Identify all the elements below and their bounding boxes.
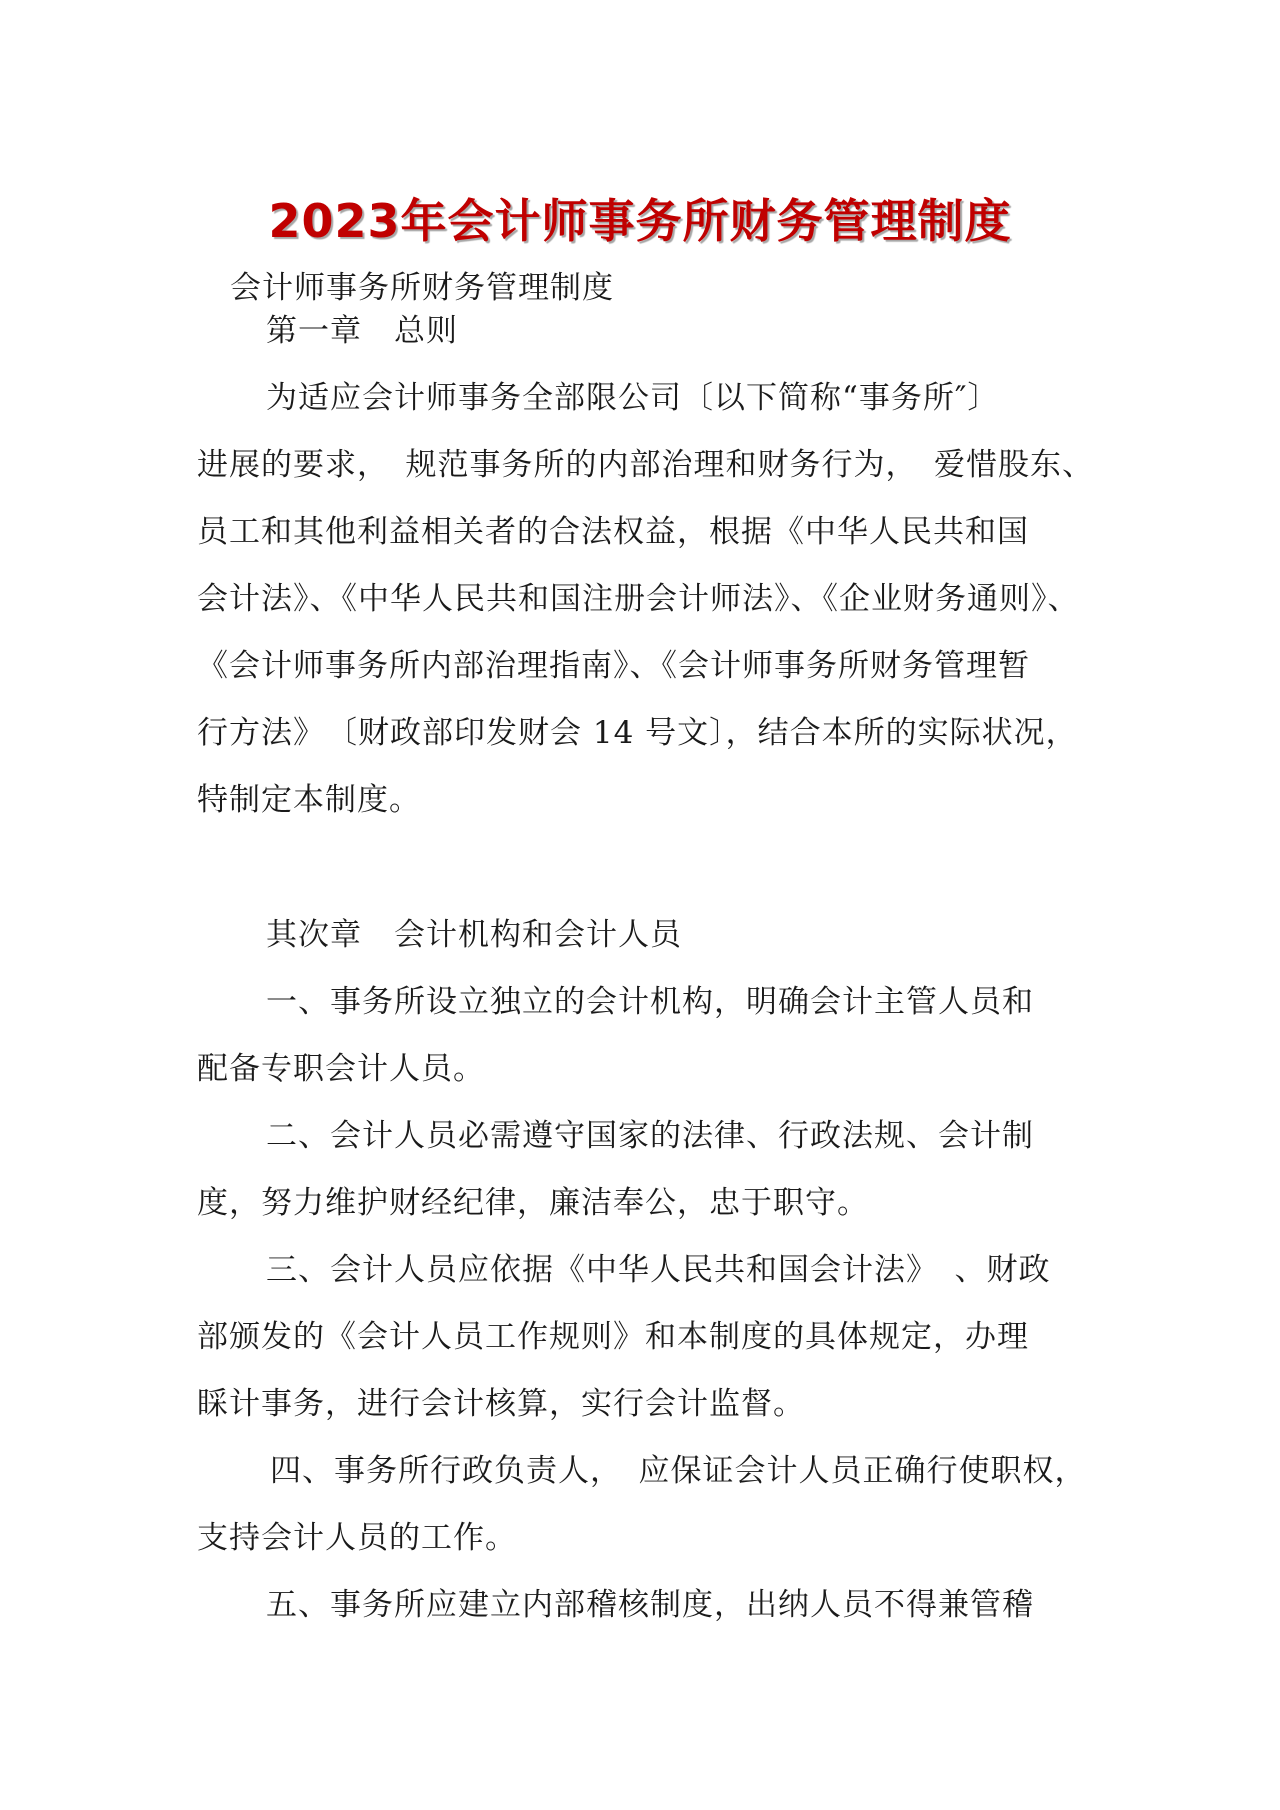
paragraph: [266, 365, 1166, 432]
text-line: 其次章 会计机构和会计人员: [266, 917, 682, 953]
text-line: 二、会计人员必需遵守国家的法律、行政法规、会计制: [266, 1118, 1034, 1154]
document-title: 2023年会计师事务所财务管理制度: [268, 193, 1012, 248]
chapter-heading: [266, 902, 1166, 969]
text-line: 一、事务所设立独立的会计机构，明确会计主管人员和: [266, 984, 1034, 1020]
paragraph: [270, 1438, 1170, 1505]
paragraph-continuation: [197, 1170, 1097, 1237]
text-line: 四、事务所行政负责人， 应保证会计人员正确行使职权，: [270, 1453, 1087, 1489]
text-line: 为适应会计师事务全部限公司〔以下简称“事务所″〕: [266, 380, 1000, 416]
text-line: 支持会计人员的工作。: [197, 1520, 517, 1556]
paragraph: [266, 1572, 1166, 1639]
text-line: 部颁发的《会计人员工作规则》和本制度的具体规定，办理: [197, 1319, 1029, 1355]
text-line: 度，努力维护财经纪律，廉洁奉公，忠于职守。: [197, 1185, 869, 1221]
text-line: 进展的要求， 规范事务所的内部治理和财务行为， 爱惜股东、: [197, 447, 1094, 483]
text-line: 会计法》、《中华人民共和国注册会计师法》、《企业财务通则》、: [197, 581, 1080, 617]
text-line: 特制定本制度。: [197, 782, 421, 818]
text-line: 行方法》 〔财政部印发财会 14 号文〕，结合本所的实际状况，: [197, 715, 1078, 751]
paragraph-continuation: [197, 432, 1097, 834]
paragraph-continuation: [197, 1304, 1097, 1438]
paragraph: [266, 1103, 1166, 1170]
text-line: 会计师事务所财务管理制度: [230, 270, 614, 306]
chapter-heading: [266, 298, 1166, 365]
text-line: 睬计事务，进行会计核算，实行会计监督。: [197, 1386, 805, 1422]
text-line: 配备专职会计人员。: [197, 1051, 485, 1087]
paragraph: [266, 969, 1166, 1036]
text-line: 《会计师事务所内部治理指南》、《会计师事务所财务管理暂: [197, 648, 1030, 684]
paragraph-continuation: [197, 1036, 1097, 1103]
text-line: 员工和其他利益相关者的合法权益，根据《中华人民共和国: [197, 514, 1029, 550]
paragraph: [266, 1237, 1166, 1304]
text-line: 第一章 总则: [266, 313, 458, 349]
text-line: 五、事务所应建立内部稽核制度，出纳人员不得兼管稽: [266, 1587, 1034, 1623]
paragraph-continuation: [197, 1505, 1097, 1572]
text-line: 三、会计人员应依据《中华人民共和国会计法》 、财政: [266, 1252, 1051, 1288]
